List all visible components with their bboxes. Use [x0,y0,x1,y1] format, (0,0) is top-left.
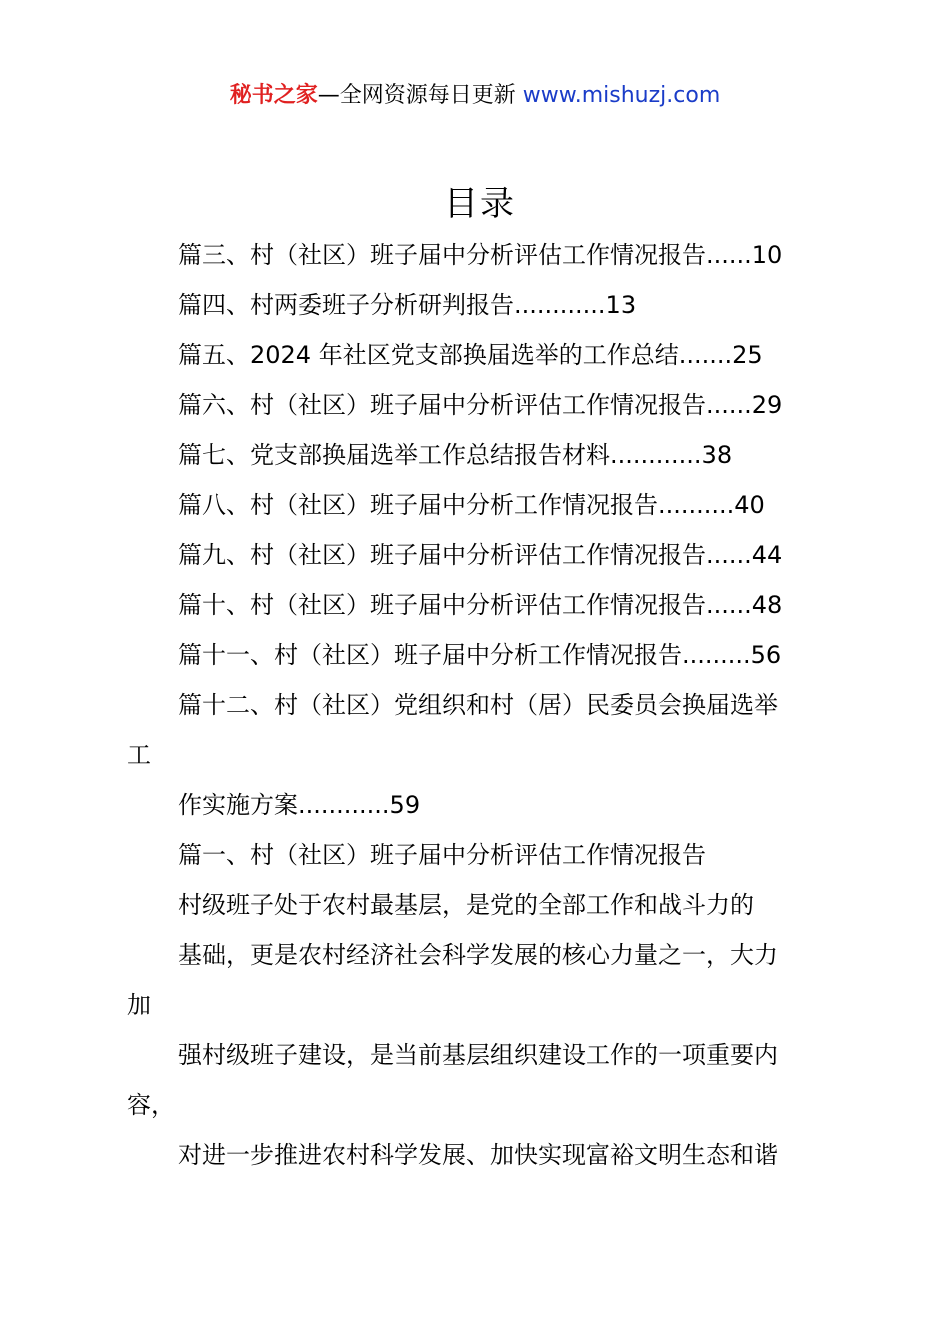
toc-entry-wrap: 工 [127,741,151,769]
body-paragraph-wrap: 加 [127,991,151,1019]
body-paragraph-wrap: 容， [127,1091,175,1119]
header-tagline: —全网资源每日更新 [317,83,516,108]
toc-entry: 篇三、村（社区）班子届中分析评估工作情况报告......10 [178,241,783,269]
brand-name: 秘书之家 [229,83,318,108]
toc-entry: 篇六、村（社区）班子届中分析评估工作情况报告......29 [178,391,783,419]
toc-entry: 作实施方案............59 [178,791,421,819]
toc-entry: 篇九、村（社区）班子届中分析评估工作情况报告......44 [178,541,783,569]
toc-entry: 篇十一、村（社区）班子届中分析工作情况报告.........56 [178,641,782,669]
body-paragraph-line: 强村级班子建设，是当前基层组织建设工作的一项重要内 [178,1041,778,1069]
body-paragraph-line: 基础，更是农村经济社会科学发展的核心力量之一，大力 [178,941,778,969]
section-heading: 篇一、村（社区）班子届中分析评估工作情况报告 [178,841,706,869]
toc-entry: 篇四、村两委班子分析研判报告............13 [178,291,637,319]
toc-entry: 篇八、村（社区）班子届中分析工作情况报告..........40 [178,491,765,519]
document-body [127,230,837,1180]
page-title: 目录 [444,184,516,224]
toc-entry: 篇七、党支部换届选举工作总结报告材料............38 [178,441,733,469]
toc-entry: 篇十、村（社区）班子届中分析评估工作情况报告......48 [178,591,783,619]
site-header [0,80,950,112]
body-paragraph-line: 对进一步推进农村科学发展、加快实现富裕文明生态和谐 [178,1141,778,1169]
body-paragraph-line: 村级班子处于农村最基层，是党的全部工作和战斗力的 [178,891,754,919]
toc-entry: 篇十二、村（社区）党组织和村（居）民委员会换届选举 [178,691,778,719]
site-url-link[interactable]: www.mishuzj.com [522,83,721,108]
toc-entry: 篇五、2024 年社区党支部换届选举的工作总结.......25 [178,341,763,369]
